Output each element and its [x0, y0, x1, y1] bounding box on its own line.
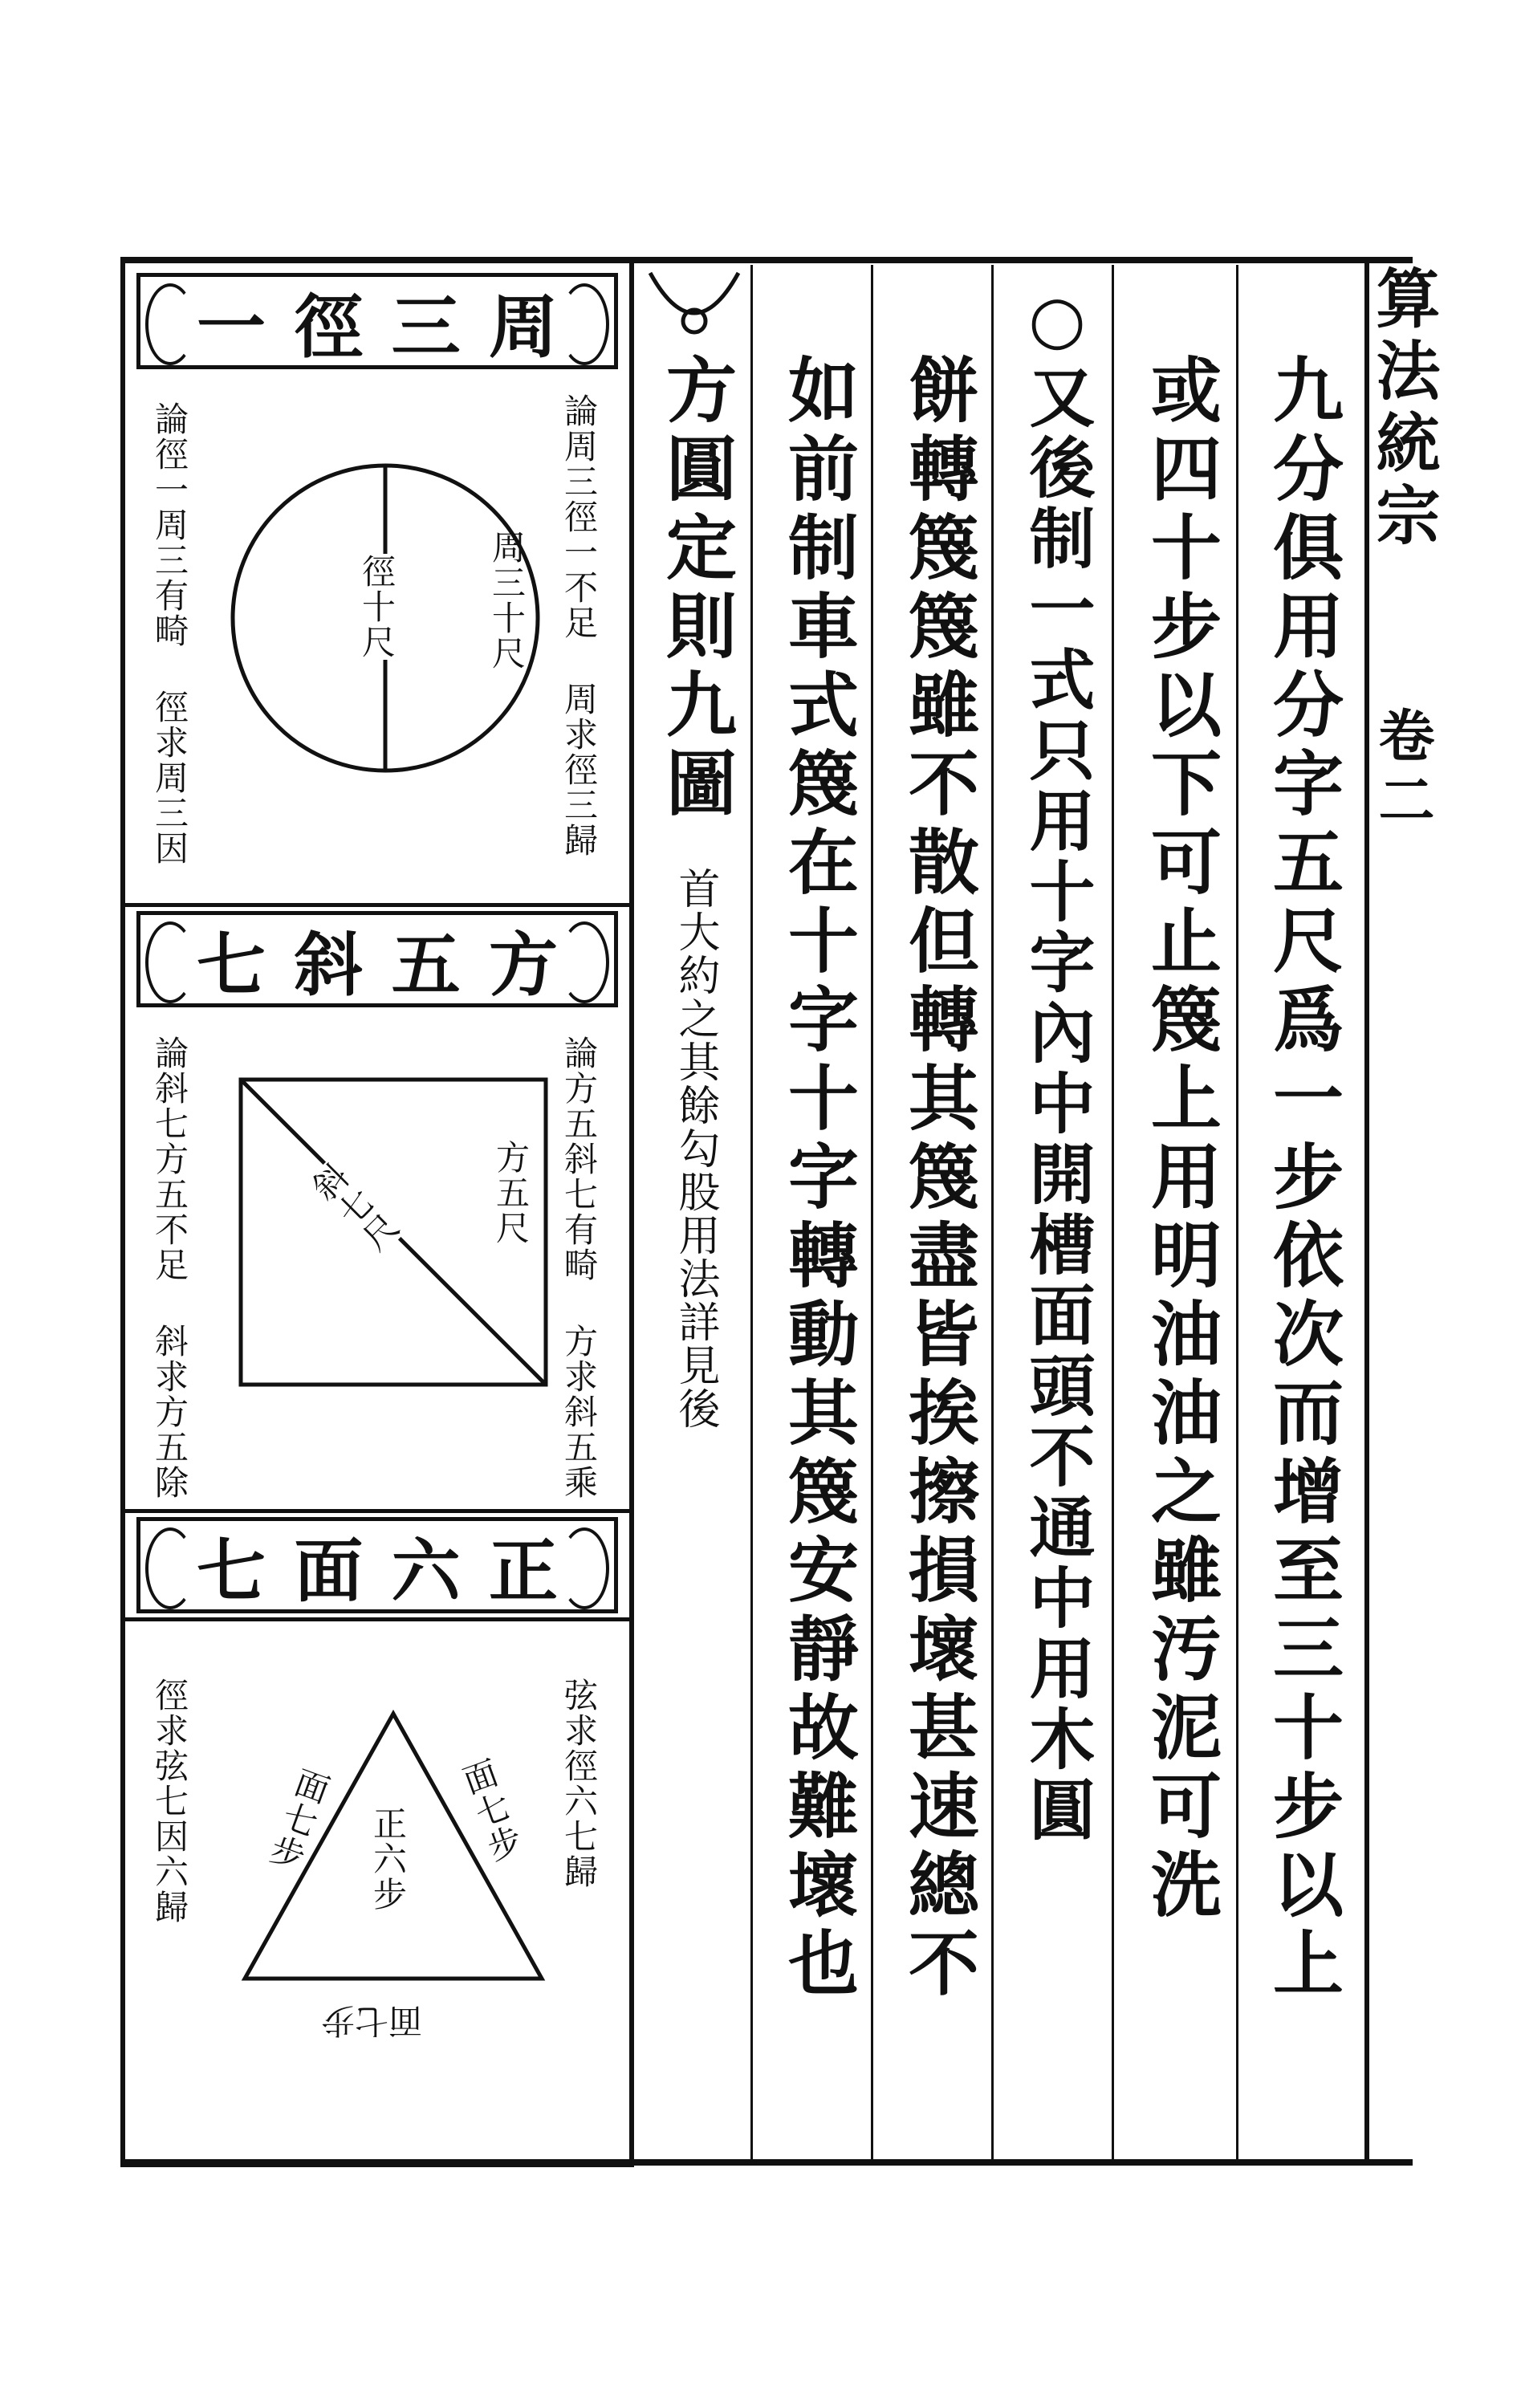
column-divider [991, 265, 994, 2159]
diagram-3-left-side-label: 面七步 [261, 1762, 336, 1876]
diagram-3-center-label: 正六步 [368, 1806, 408, 1912]
panel-divider [125, 903, 631, 907]
diagram-1-banner: 一 徑 三 周 [136, 273, 618, 369]
panel-divider [125, 1509, 631, 1513]
text-column-4: 餅轉篾篾雖不散但轉其篾盡皆挨擦損壞甚速總不 [897, 353, 981, 2005]
text-column-1: 九分俱用分字五尺爲一步依次而增至三十步以上 [1262, 353, 1345, 2005]
running-head: 算法統宗 [1365, 265, 1441, 554]
column-divider [1112, 265, 1114, 2159]
text-column-3: ○又後制一式只用十字內中開槽面頭不通中用木圓 [1019, 281, 1096, 1846]
top-border [120, 257, 1413, 263]
diagram-3-bottom-label: 面七步 [321, 2001, 423, 2040]
panel-divider [125, 1617, 631, 1621]
diagram-3-banner: 七 面 六 正 [136, 1517, 618, 1613]
diagram-1-note-right: 論周三徑一不足 周求徑三歸 [559, 393, 599, 858]
diagram-2-banner: 七 斜 五 方 [136, 911, 618, 1007]
section-heading: 方圓定則九圖 [655, 353, 738, 825]
text-column-2: 或四十步以下可止篾上用明油油之雖汚泥可洗 [1140, 353, 1223, 1926]
diagram-3-note-right: 弦求徑六七歸 [559, 1678, 599, 1889]
column-divider [750, 265, 753, 2159]
column-divider [1236, 265, 1238, 2159]
diagram-2-note-left: 論斜七方五不足 斜求方五除 [150, 1035, 189, 1500]
diagram-3-note-left: 徑求弦七因六歸 [150, 1678, 189, 1925]
diagram-1-diameter-label: 徑十尺 [357, 554, 396, 660]
column-divider [871, 265, 873, 2159]
diagram-2-side-label: 方五尺 [491, 1140, 531, 1246]
text-column-5: 如前制車式篾在十字十字轉動其篾安靜故難壞也 [777, 353, 860, 2005]
cartouche-icon [642, 265, 746, 353]
diagram-1-circumference-label: 周三十尺 [487, 530, 527, 671]
diagram-1-note-left: 論徑一周三有畸 徑求周三因 [150, 401, 189, 866]
running-head-volume: 卷二 [1369, 706, 1436, 835]
diagram-2-diagonal-label: 斜七尺 [303, 1157, 406, 1260]
section-note: 首大約之其餘勾股用法詳見後 [671, 867, 719, 1430]
diagram-3-right-side-label: 面七步 [453, 1754, 528, 1868]
bottom-border [120, 2159, 1413, 2166]
diagram-2-note-right: 論方五斜七有畸 方求斜五乘 [559, 1035, 599, 1500]
